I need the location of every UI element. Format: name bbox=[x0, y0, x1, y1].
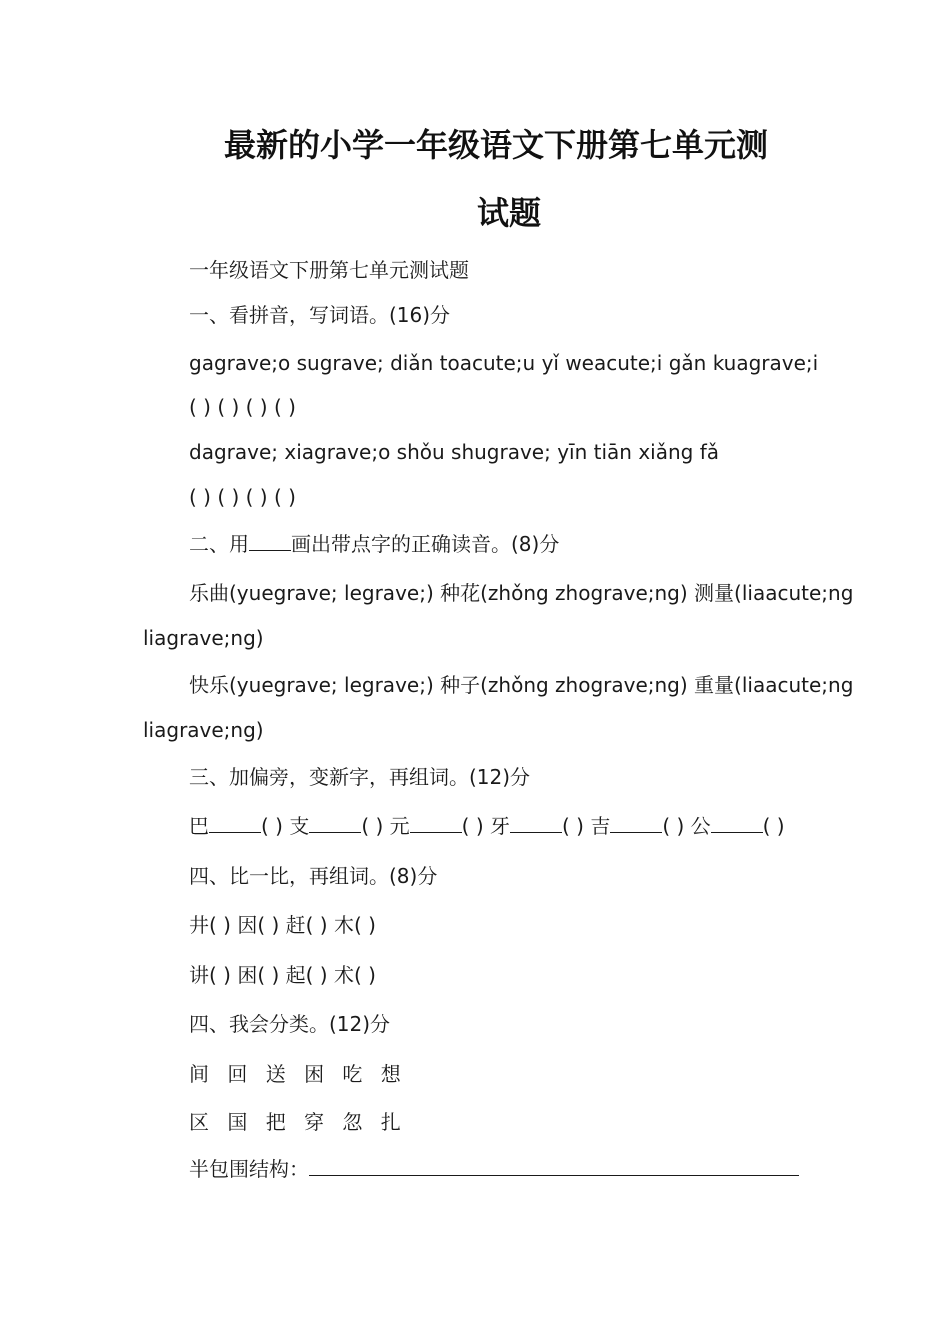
q2-blank-line bbox=[249, 530, 291, 551]
q3-blank bbox=[711, 812, 763, 833]
q3-heading: 三、加偏旁，变新字，再组词。(12)分 bbox=[189, 765, 531, 789]
q5-blank-line bbox=[309, 1155, 799, 1176]
q2-row-1a: 乐曲(yuegrave; legrave;) 种花(zhǒng zhograve;ng) 测量(liaacute;ng bbox=[189, 581, 854, 605]
q3-char: 吉 bbox=[590, 814, 611, 838]
q1-pinyin-row-1: gagrave;o sugrave; diǎn toacute;u yǐ weacute;i gǎn kuagrave;i bbox=[189, 351, 819, 375]
q2-row-1b: liagrave;ng) bbox=[143, 626, 264, 650]
q3-paren: ( ) bbox=[561, 814, 584, 838]
q5-heading: 四、我会分类。(12)分 bbox=[189, 1012, 391, 1036]
q3-blank bbox=[410, 812, 462, 833]
q1-answer-row-1: ( ) ( ) ( ) ( ) bbox=[189, 395, 296, 419]
q4-row-1: 井( ) 因( ) 赶( ) 木( ) bbox=[189, 913, 376, 937]
q2-heading bbox=[189, 530, 559, 558]
q1-answer-row-2: ( ) ( ) ( ) ( ) bbox=[189, 485, 296, 509]
q3-blank bbox=[610, 812, 662, 833]
subtitle: 一年级语文下册第七单元测试题 bbox=[189, 258, 469, 282]
document-title-line-2: 试题 bbox=[476, 194, 541, 232]
q2-heading-pre: 二、用 bbox=[189, 532, 249, 556]
q2-row-2a: 快乐(yuegrave; legrave;) 种子(zhǒng zhograve;ng) 重量(liaacute;ng bbox=[189, 673, 854, 697]
q3-char: 巴 bbox=[189, 814, 209, 838]
q3-paren: ( ) bbox=[261, 814, 283, 838]
q3-paren: ( ) bbox=[662, 814, 685, 838]
q1-heading: 一、看拼音，写词语。(16)分 bbox=[189, 303, 451, 327]
q3-paren: ( ) bbox=[762, 814, 785, 838]
q1-pinyin-row-2: dagrave; xiagrave;o shǒu shugrave; yīn tiān xiǎng fǎ bbox=[189, 440, 719, 464]
q5-row-2: 区 国 把 穿 忽 扎 bbox=[189, 1110, 407, 1134]
q3-paren: ( ) bbox=[361, 814, 384, 838]
q3-char: 牙 bbox=[489, 814, 510, 838]
q2-row-2b: liagrave;ng) bbox=[143, 718, 264, 742]
q4-row-2: 讲( ) 困( ) 起( ) 术( ) bbox=[189, 963, 376, 987]
q3-blank bbox=[209, 812, 261, 833]
q3-char: 公 bbox=[690, 814, 711, 838]
q3-blank bbox=[309, 812, 361, 833]
q4-heading: 四、比一比，再组词。(8)分 bbox=[189, 864, 438, 888]
q3-row bbox=[189, 812, 785, 840]
q3-char: 元 bbox=[389, 814, 410, 838]
q5-label: 半包围结构： bbox=[189, 1157, 309, 1181]
q3-paren: ( ) bbox=[461, 814, 484, 838]
q2-heading-post: 画出带点字的正确读音。(8)分 bbox=[291, 532, 560, 556]
q5-row-1: 间 回 送 困 吃 想 bbox=[189, 1062, 407, 1086]
document-title-line-1: 最新的小学一年级语文下册第七单元测 bbox=[224, 126, 769, 164]
q3-char: 支 bbox=[289, 814, 310, 838]
q5-answer-line bbox=[189, 1155, 799, 1183]
q3-blank bbox=[510, 812, 562, 833]
